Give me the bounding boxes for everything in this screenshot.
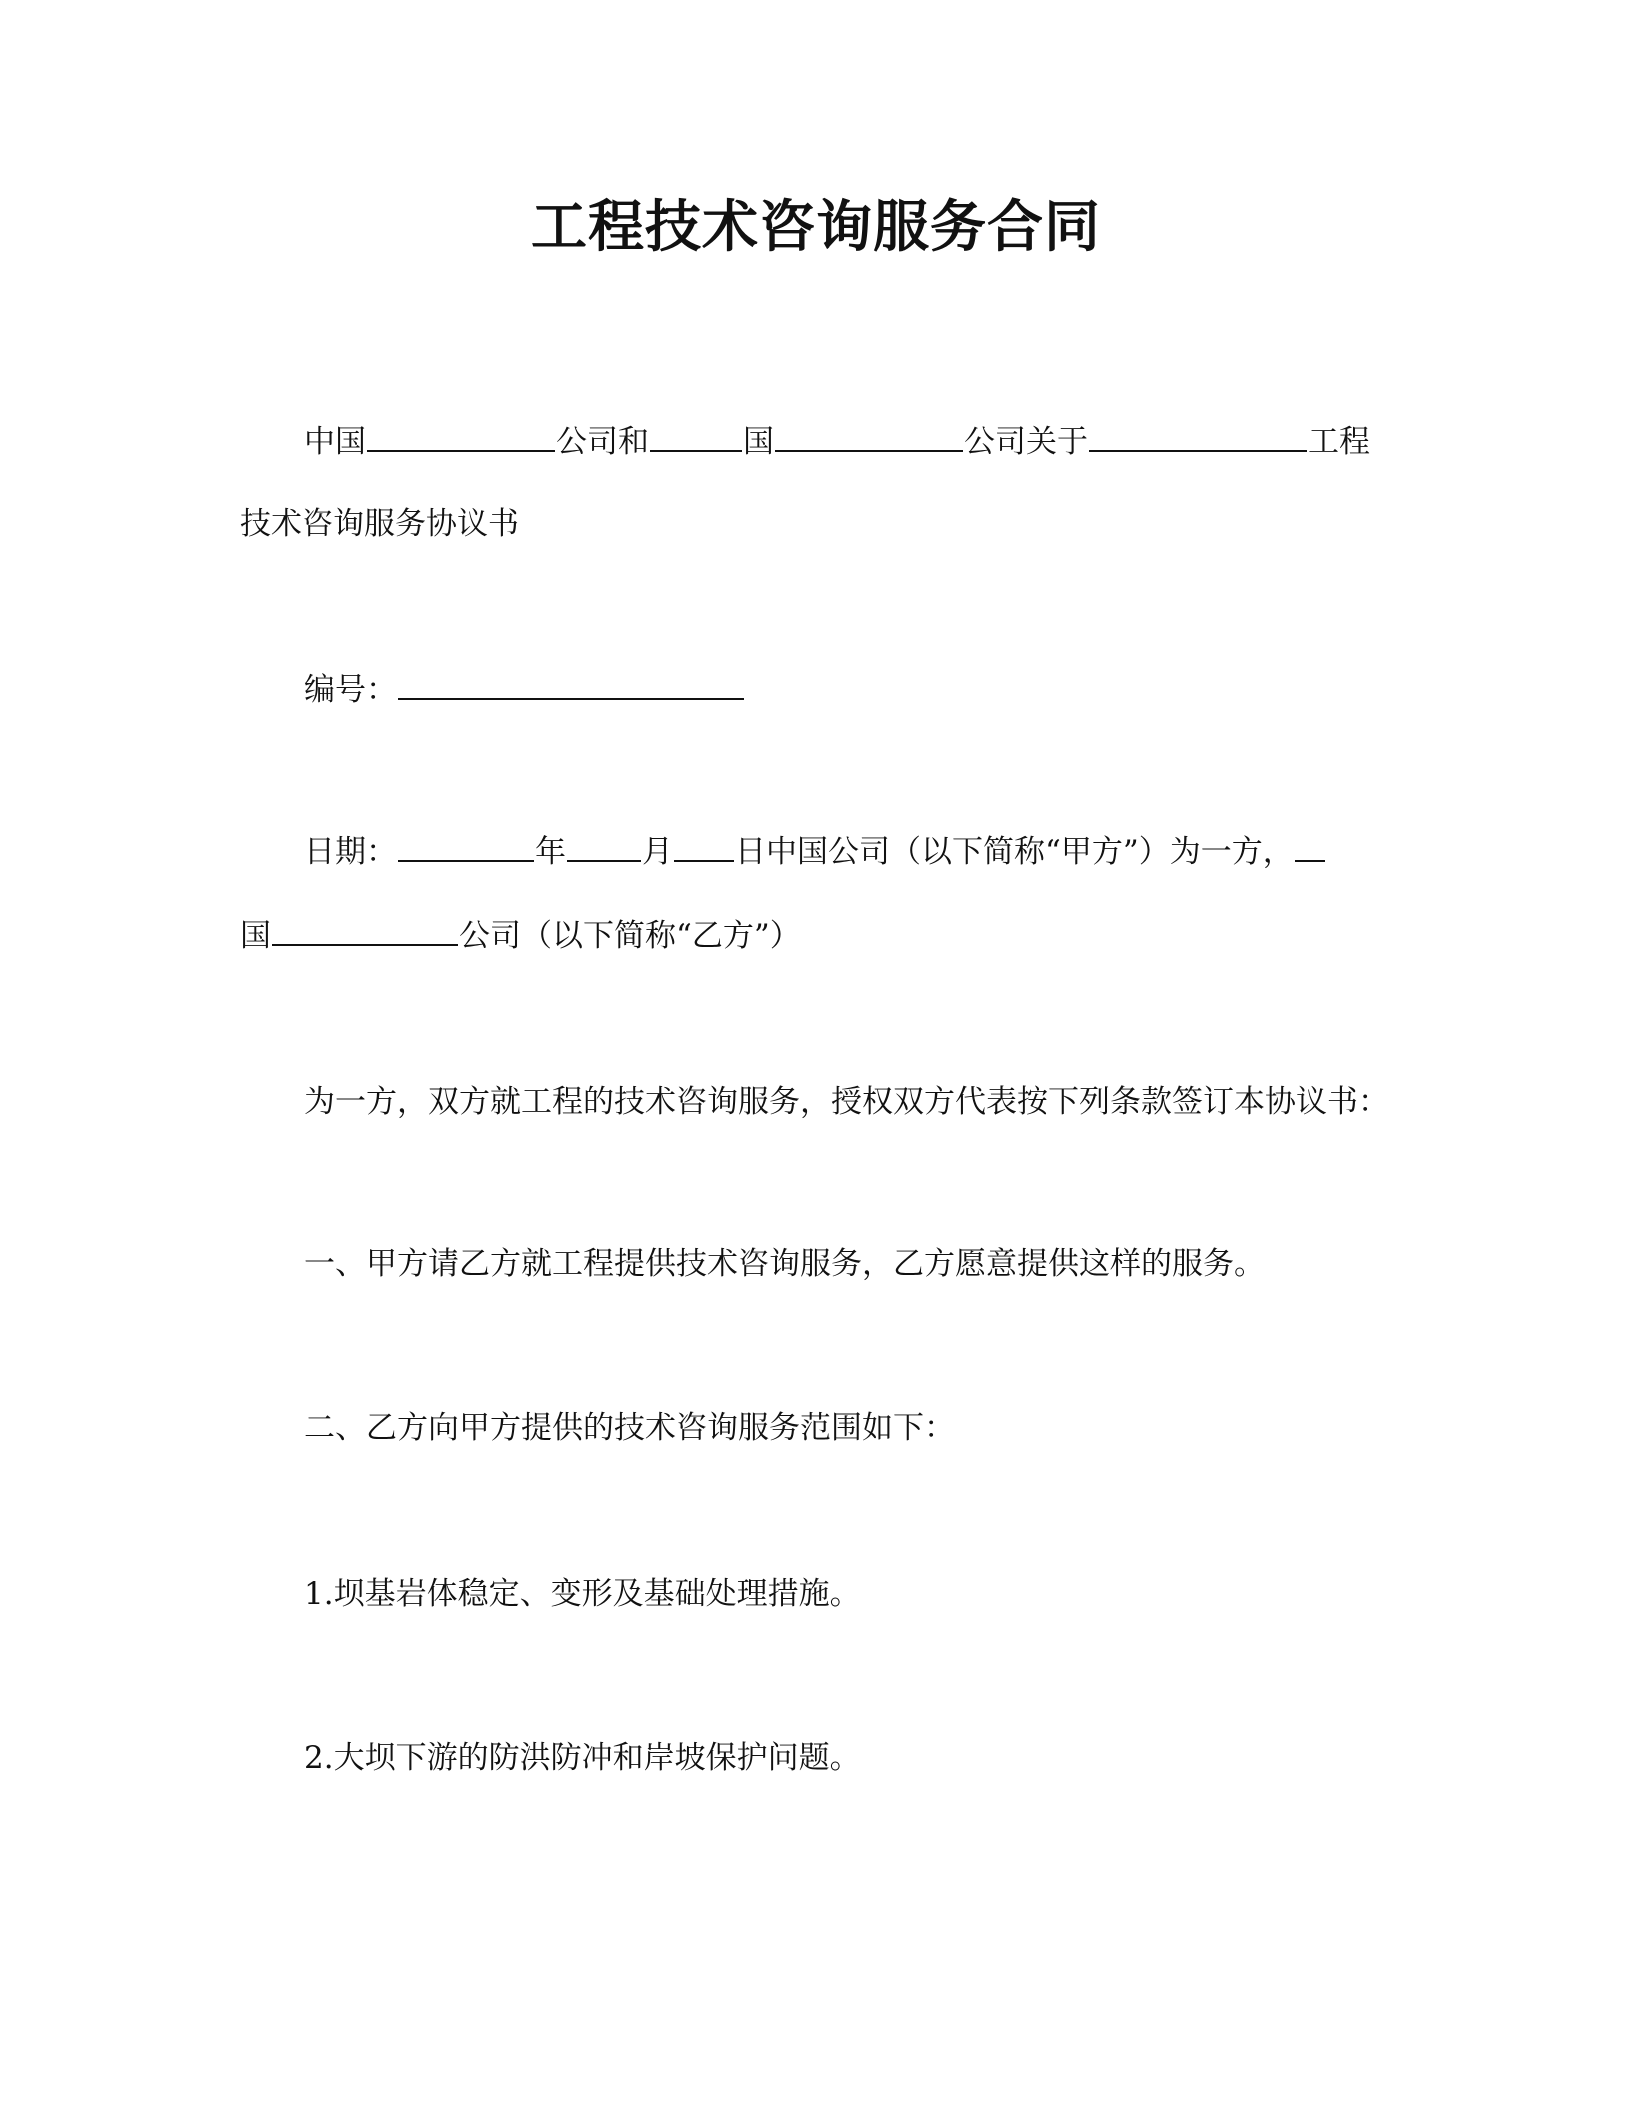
intro-text-project: 工程	[1308, 424, 1370, 460]
intro-line-2: 技术咨询服务协议书	[240, 506, 519, 542]
blank-company-b	[775, 420, 963, 452]
paragraph-purpose: 为一方，双方就工程的技术咨询服务，授权双方代表按下列条款签订本协议书：	[304, 1084, 1389, 1120]
date-month: 月	[642, 834, 673, 870]
paragraph-clause-2: 二、乙方向甲方提供的技术咨询服务范围如下：	[304, 1410, 955, 1446]
blank-month	[567, 830, 641, 862]
number-line	[304, 668, 745, 712]
intro-text-company-about: 公司关于	[964, 424, 1088, 460]
intro-line-1	[304, 420, 1370, 464]
blank-day	[674, 830, 734, 862]
date-label: 日期：	[304, 834, 397, 870]
blank-company-c	[272, 914, 458, 946]
date-line2-text: 公司（以下简称“乙方”）	[459, 918, 801, 954]
blank-project	[1089, 420, 1307, 452]
blank-country	[650, 420, 742, 452]
intro-text-country: 国	[743, 424, 774, 460]
blank-year	[398, 830, 534, 862]
date-year: 年	[535, 834, 566, 870]
blank-country-b	[1295, 830, 1325, 862]
intro-text-china: 中国	[304, 424, 366, 460]
number-label: 编号：	[304, 672, 397, 708]
intro-text-company-and: 公司和	[556, 424, 649, 460]
date-day-text: 日中国公司（以下简称“甲方”）为一方，	[735, 834, 1294, 870]
blank-company-a	[367, 420, 555, 452]
document-title: 工程技术咨询服务合同	[531, 195, 1101, 260]
date-line2-country: 国	[240, 918, 271, 954]
date-line-2	[240, 914, 801, 958]
blank-number	[398, 668, 744, 700]
paragraph-clause-1: 一、甲方请乙方就工程提供技术咨询服务，乙方愿意提供这样的服务。	[304, 1246, 1265, 1282]
date-line-1	[304, 830, 1326, 874]
paragraph-item-2: 2.大坝下游的防洪防冲和岸坡保护问题。	[304, 1740, 861, 1776]
paragraph-item-1: 1.坝基岩体稳定、变形及基础处理措施。	[304, 1576, 861, 1612]
